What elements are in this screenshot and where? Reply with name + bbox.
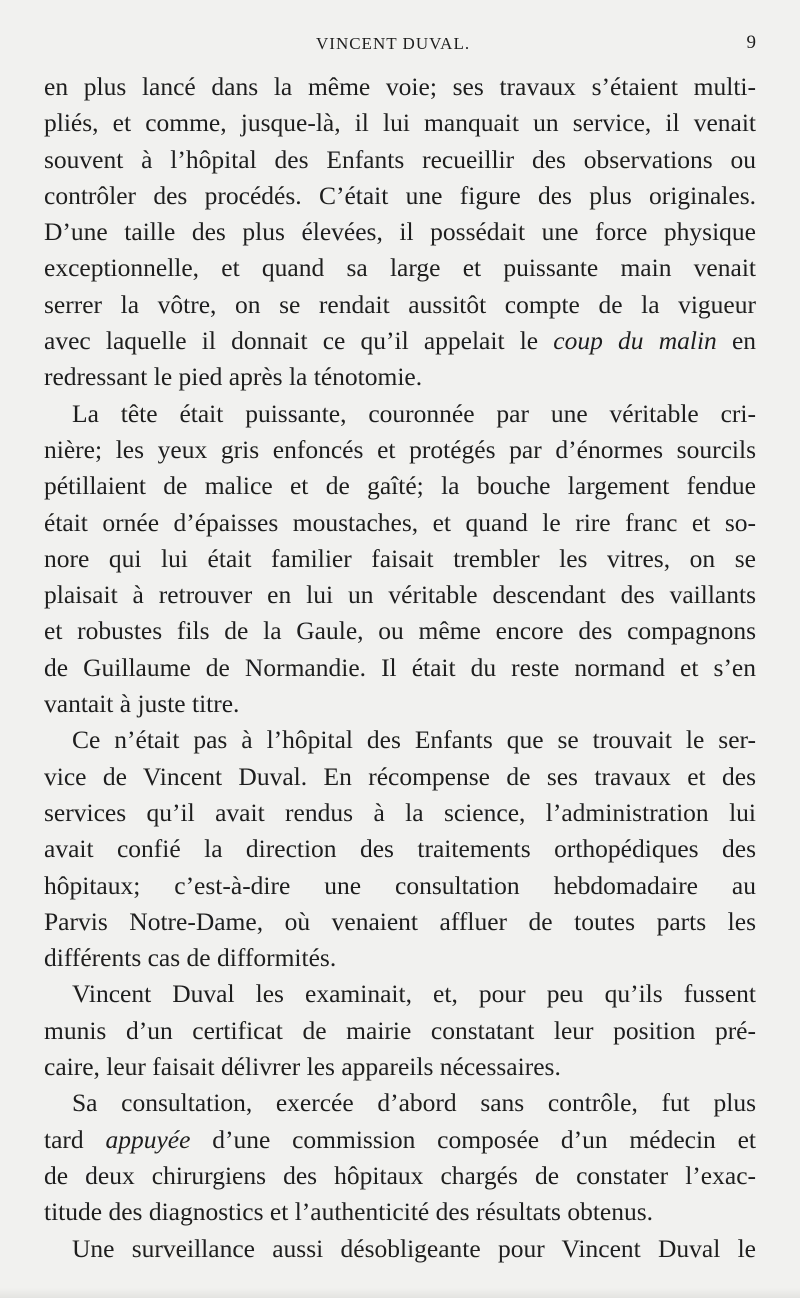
text-line: vice de Vincent Duval. En récompense de ses travaux et des bbox=[44, 761, 756, 791]
running-title: VINCENT DUVAL. bbox=[316, 34, 471, 53]
text-segment: en bbox=[731, 326, 757, 356]
text-line: différents cas de difformités. bbox=[44, 943, 337, 973]
text-line: contrôler des procédés. C’était une figure des plus originales. bbox=[44, 180, 756, 210]
text-line: D’une taille des plus élevées, il possédait une force physique bbox=[44, 217, 756, 247]
text-line: était ornée d’épaisses moustaches, et quand le rire franc et so- bbox=[44, 507, 756, 537]
text-line: munis d’un certificat de mairie constatant leur position pré- bbox=[44, 1015, 756, 1045]
text-line: nore qui lui était familier faisait trembler les vitres, on se bbox=[44, 543, 756, 573]
text-line: hôpitaux; c’est-à-dire une consultation hebdomadaire au bbox=[44, 870, 756, 900]
page-number: 9 bbox=[746, 32, 756, 53]
text-line: Vincent Duval les examinait, et, pour peu qu’ils fussent bbox=[72, 979, 756, 1009]
text-segment: tard bbox=[44, 1124, 84, 1154]
text-line: Une surveillance aussi désobligeante pour Vincent Duval le bbox=[72, 1233, 756, 1263]
text-line: et robustes fils de la Gaule, ou même encore des compagnons bbox=[44, 616, 756, 646]
text-line: redressant le pied après la ténotomie. bbox=[44, 362, 423, 392]
text-line: nière; les yeux gris enfoncés et protégés par d’énormes sourcils bbox=[44, 434, 756, 464]
text-line: serrer la vôtre, on se rendait aussitôt compte de la vigueur bbox=[44, 289, 756, 319]
text-line: titude des diagnostics et l’authenticité des résultats obtenus. bbox=[44, 1197, 654, 1227]
text-line: de deux chirurgiens des hôpitaux chargés de constater l’exac- bbox=[44, 1160, 756, 1190]
italic-word: appuyée bbox=[105, 1124, 191, 1154]
page-bottom-edge bbox=[0, 1288, 800, 1298]
text-segment: avec laquelle il donnait ce qu’il appelait le bbox=[44, 326, 539, 356]
text-line: plaisait à retrouver en lui un véritable descendant des vaillants bbox=[44, 580, 756, 610]
text-line: pétillaient de malice et de gaîté; la bouche largement fendue bbox=[44, 471, 756, 501]
text-line: vantait à juste titre. bbox=[44, 689, 240, 719]
text-line: Parvis Notre-Dame, où venaient affluer de toutes parts les bbox=[44, 906, 756, 936]
text-line: pliés, et comme, jusque-là, il lui manquait un service, il venait bbox=[44, 108, 756, 138]
text-line: en plus lancé dans la même voie; ses travaux s’étaient multi- bbox=[44, 72, 756, 101]
text-line: Ce n’était pas à l’hôpital des Enfants que se trouvait le ser- bbox=[72, 725, 756, 755]
text-line: avait confié la direction des traitements orthopédiques des bbox=[44, 834, 756, 864]
text-line: services qu’il avait rendus à la science, l’administration lui bbox=[44, 797, 756, 827]
text-line: de Guillaume de Normandie. Il était du reste normand et s’en bbox=[44, 652, 756, 682]
text-line: exceptionnelle, et quand sa large et puissante main venait bbox=[44, 253, 756, 283]
text-line: La tête était puissante, couronnée par une véritable cri- bbox=[72, 398, 756, 428]
text-line: souvent à l’hôpital des Enfants recueillir des observations ou bbox=[44, 144, 756, 174]
text-line bbox=[44, 323, 756, 359]
text-line bbox=[44, 1122, 756, 1158]
text-segment: d’une commission composée d’un médecin et bbox=[212, 1124, 756, 1154]
running-head bbox=[0, 34, 800, 56]
body-text bbox=[44, 69, 756, 1267]
italic-phrase: coup du malin bbox=[553, 326, 717, 356]
text-line: Sa consultation, exercée d’abord sans contrôle, fut plus bbox=[72, 1088, 756, 1118]
text-line: caire, leur faisait délivrer les appareils nécessaires. bbox=[44, 1052, 561, 1082]
